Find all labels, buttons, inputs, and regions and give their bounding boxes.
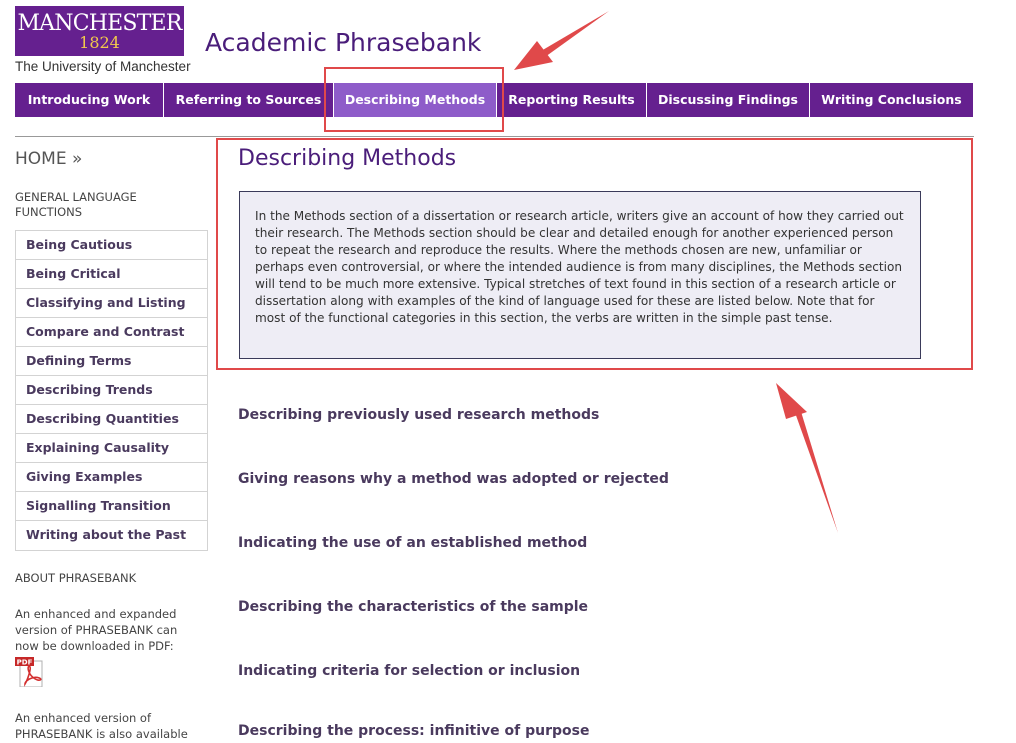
sidebar-item-compare-and-contrast[interactable]: Compare and Contrast xyxy=(16,318,207,347)
sidebar-item-describing-trends[interactable]: Describing Trends xyxy=(16,376,207,405)
about-text-2: An enhanced version of PHRASEBANK is also available xyxy=(15,711,188,741)
sidebar-item-explaining-causality[interactable]: Explaining Causality xyxy=(16,434,207,463)
sidebar-item-giving-examples[interactable]: Giving Examples xyxy=(16,463,207,492)
annotation-arrow-top xyxy=(514,11,609,70)
sidebar-item-writing-about-the-past[interactable]: Writing about the Past xyxy=(26,527,187,542)
logo-box xyxy=(15,6,184,56)
about-text: An enhanced and expanded version of PHRASEBANK can now be downloaded in PDF: xyxy=(15,607,178,653)
nav-discussing-findings[interactable]: Discussing Findings xyxy=(647,83,810,117)
nav-referring-to-sources[interactable]: Referring to Sources xyxy=(164,83,334,117)
nav-introducing-work[interactable]: Introducing Work xyxy=(15,83,164,117)
sidebar-item-signalling-transition[interactable]: Signalling Transition xyxy=(16,492,207,521)
section-link-infinitive-of-purpose[interactable]: Describing the process: infinitive of purpose xyxy=(238,723,590,739)
section-link-established-method[interactable]: Indicating the use of an established method xyxy=(238,535,588,551)
section-link-sample-characteristics[interactable]: Describing the characteristics of the sample xyxy=(238,599,589,615)
header-divider xyxy=(15,136,974,137)
university-logo[interactable] xyxy=(15,6,191,78)
pdf-download-icon[interactable] xyxy=(15,657,47,687)
annotation-box-intro xyxy=(216,138,973,370)
home-link[interactable]: HOME » xyxy=(15,149,83,169)
annotation-box-nav xyxy=(324,67,504,132)
sidebar-item-classifying-and-listing[interactable]: Classifying and Listing xyxy=(16,289,207,318)
nav-reporting-results[interactable]: Reporting Results xyxy=(497,83,647,117)
intro-text: In the Methods section of a dissertation or research article, writers give an account of how they carried out their research. The Methods section should be clear and detailed enough for another experienced person to repeat the research and reproduce the results. Where the methods chosen are new, unfamiliar or perhaps even controversial, or where the intended audience is from many disciplines, the Methods section will tend to be much more extensive. Typical stretches of text found in this section of a research article or dissertation along with examples of the kind of language used for these are listed below. Note that for most of the functional categories in this section, the verbs are written in the simple past tense. xyxy=(255,209,904,325)
section-link-previously-used-methods[interactable]: Describing previously used research methods xyxy=(238,407,600,423)
functions-heading: GENERAL LANGUAGE FUNCTIONS xyxy=(15,190,137,219)
logo-university-name: The University of Manchester xyxy=(15,59,191,74)
sidebar-item-being-cautious[interactable]: Being Cautious xyxy=(16,231,207,260)
functions-list xyxy=(15,230,208,551)
about-heading: ABOUT PHRASEBANK xyxy=(15,571,137,585)
site-title[interactable]: Academic Phrasebank xyxy=(205,28,482,57)
annotation-arrow-bottom xyxy=(776,383,838,533)
page-title: Describing Methods xyxy=(238,146,457,171)
sidebar-item-defining-terms[interactable]: Defining Terms xyxy=(16,347,207,376)
section-link-selection-criteria[interactable]: Indicating criteria for selection or inclusion xyxy=(238,663,581,679)
pdf-icon-label: PDF xyxy=(16,658,33,667)
sidebar-item-describing-quantities[interactable]: Describing Quantities xyxy=(16,405,207,434)
logo-year: 1824 xyxy=(79,33,120,52)
section-link-reasons-method-adopted[interactable]: Giving reasons why a method was adopted or rejected xyxy=(238,471,669,487)
nav-writing-conclusions[interactable]: Writing Conclusions xyxy=(810,83,974,117)
nav-describing-methods[interactable]: Describing Methods xyxy=(334,83,497,117)
logo-name: MANCHESTER xyxy=(17,11,182,36)
sidebar-item-being-critical[interactable]: Being Critical xyxy=(16,260,207,289)
